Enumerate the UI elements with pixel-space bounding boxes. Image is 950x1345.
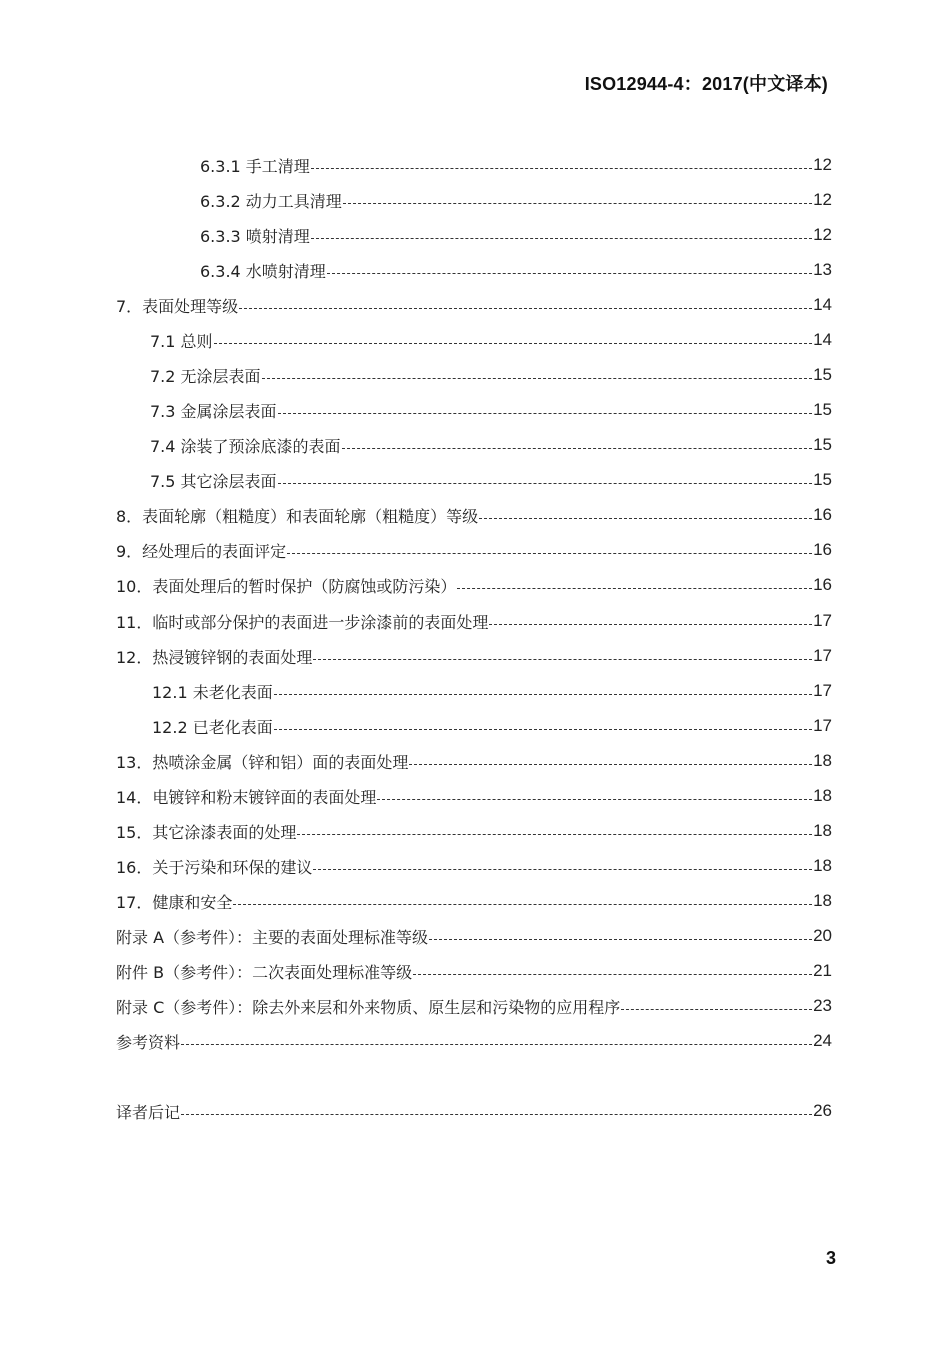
toc-entry-page: 12 (813, 190, 832, 209)
toc-entry-label: 7.3 金属涂层表面 (150, 401, 277, 421)
toc-leader-dots (457, 588, 812, 589)
toc-entry-label: 译者后记 (116, 1102, 181, 1122)
toc-entry-page: 12 (813, 155, 832, 174)
toc-entry-label: 6.3.1 手工清理 (200, 156, 310, 176)
toc-entry-label: 11．临时或部分保护的表面进一步涂漆前的表面处理 (116, 612, 489, 632)
toc-entry-label: 6.3.2 动力工具清理 (200, 191, 342, 211)
toc-entry-page: 17 (813, 646, 832, 665)
toc-leader-dots (287, 553, 812, 554)
toc-entry-translator-afterword[interactable] (116, 1096, 832, 1126)
toc-leader-dots (274, 694, 812, 695)
toc-entry-label: 12.1 未老化表面 (152, 682, 273, 702)
toc-entry-page: 17 (813, 611, 832, 630)
toc-entry-page: 23 (813, 996, 832, 1015)
toc-entry-label: 7.4 涂装了预涂底漆的表面 (150, 436, 341, 456)
toc-entry-page: 13 (813, 260, 832, 279)
toc-entry-8[interactable] (116, 500, 832, 530)
toc-entry-label: 13．热喷涂金属（锌和铝）面的表面处理 (116, 752, 409, 772)
toc-entry-7-1[interactable] (150, 325, 832, 355)
toc-leader-dots (313, 659, 812, 660)
toc-leader-dots (409, 764, 812, 765)
toc-entry-page: 18 (813, 856, 832, 875)
toc-entry-label: 8．表面轮廓（粗糙度）和表面轮廓（粗糙度）等级 (116, 506, 479, 526)
toc-entry-17[interactable] (116, 886, 832, 916)
toc-entry-page: 21 (813, 961, 832, 980)
toc-leader-dots (327, 273, 812, 274)
toc-entry-page: 24 (813, 1031, 832, 1050)
toc-entry-page: 15 (813, 400, 832, 419)
toc-leader-dots (311, 238, 812, 239)
toc-entry-label: 14．电镀锌和粉末镀锌面的表面处理 (116, 787, 377, 807)
toc-leader-dots (313, 869, 812, 870)
toc-entry-appendix-a[interactable] (116, 921, 832, 951)
toc-entry-6-3-4[interactable] (200, 255, 832, 285)
toc-entry-6-3-3[interactable] (200, 220, 832, 250)
toc-entry-7-3[interactable] (150, 395, 832, 425)
toc-entry-page: 20 (813, 926, 832, 945)
toc-entry-label: 16．关于污染和环保的建议 (116, 857, 313, 877)
toc-entry-page: 12 (813, 225, 832, 244)
toc-entry-page: 18 (813, 821, 832, 840)
toc-entry-12-2[interactable] (152, 711, 832, 741)
toc-entry-label: 7.2 无涂层表面 (150, 366, 261, 386)
toc-entry-10[interactable] (116, 570, 832, 600)
toc-entry-page: 15 (813, 435, 832, 454)
toc-leader-dots (311, 168, 812, 169)
toc-entry-label: 参考资料 (116, 1032, 181, 1052)
toc-leader-dots (377, 799, 812, 800)
toc-leader-dots (233, 904, 812, 905)
toc-entry-page: 15 (813, 365, 832, 384)
toc-entry-label: 6.3.3 喷射清理 (200, 226, 310, 246)
toc-leader-dots (297, 834, 812, 835)
toc-entry-label: 6.3.4 水喷射清理 (200, 261, 326, 281)
toc-entry-label: 12．热浸镀锌钢的表面处理 (116, 647, 313, 667)
toc-leader-dots (278, 413, 813, 414)
toc-entry-label: 10．表面处理后的暂时保护（防腐蚀或防污染） (116, 576, 457, 596)
toc-entry-page: 14 (813, 295, 832, 314)
toc-entry-label: 附录 A（参考件）：主要的表面处理标准等级 (116, 927, 429, 947)
toc-leader-dots (181, 1044, 812, 1045)
toc-entry-page: 16 (813, 505, 832, 524)
toc-entry-12-1[interactable] (152, 676, 832, 706)
toc-entry-page: 18 (813, 891, 832, 910)
toc-leader-dots (274, 729, 812, 730)
toc-entry-page: 16 (813, 575, 832, 594)
toc-leader-dots (429, 939, 812, 940)
toc-leader-dots (343, 203, 812, 204)
toc-leader-dots (489, 624, 812, 625)
toc-entry-label: 7.5 其它涂层表面 (150, 471, 277, 491)
toc-entry-page: 15 (813, 470, 832, 489)
toc-entry-page: 18 (813, 786, 832, 805)
toc-entry-label: 7.1 总则 (150, 331, 213, 351)
toc-entry-appendix-c[interactable] (116, 991, 832, 1021)
toc-entry-page: 26 (813, 1101, 832, 1120)
toc-entry-label: 附件 B（参考件）：二次表面处理标准等级 (116, 962, 413, 982)
toc-entry-label: 附录 C（参考件）：除去外来层和外来物质、原生层和污染物的应用程序 (116, 997, 621, 1017)
toc-entry-15[interactable] (116, 816, 832, 846)
toc-entry-page: 14 (813, 330, 832, 349)
toc-entry-references[interactable] (116, 1026, 832, 1056)
toc-leader-dots (342, 448, 813, 449)
toc-leader-dots (214, 343, 813, 344)
toc-leader-dots (181, 1114, 812, 1115)
toc-entry-16[interactable] (116, 851, 832, 881)
toc-entry-9[interactable] (116, 535, 832, 565)
toc-entry-7-2[interactable] (150, 360, 832, 390)
toc-entry-7-5[interactable] (150, 465, 832, 495)
toc-entry-7-4[interactable] (150, 430, 832, 460)
toc-leader-dots (278, 483, 813, 484)
toc-entry-6-3-1[interactable] (200, 150, 832, 180)
toc-entry-page: 17 (813, 716, 832, 735)
toc-entry-label: 9．经处理后的表面评定 (116, 541, 287, 561)
toc-entry-14[interactable] (116, 781, 832, 811)
toc-entry-page: 16 (813, 540, 832, 559)
toc-leader-dots (239, 308, 812, 309)
toc-entry-label: 7．表面处理等级 (116, 296, 239, 316)
toc-entry-7[interactable] (116, 290, 832, 320)
page-number: 3 (825, 1248, 836, 1268)
toc-leader-dots (621, 1009, 812, 1010)
toc-entry-13[interactable] (116, 746, 832, 776)
toc-entry-11[interactable] (116, 606, 832, 636)
toc-leader-dots (479, 518, 812, 519)
toc-entry-label: 12.2 已老化表面 (152, 717, 273, 737)
toc-entry-page: 17 (813, 681, 832, 700)
toc-entry-appendix-b[interactable] (116, 956, 832, 986)
document-header: ISO12944-4：2017(中文译本) (584, 74, 828, 94)
toc-leader-dots (262, 378, 813, 379)
toc-leader-dots (413, 974, 812, 975)
toc-entry-label: 15．其它涂漆表面的处理 (116, 822, 297, 842)
toc-entry-label: 17．健康和安全 (116, 892, 233, 912)
toc-entry-6-3-2[interactable] (200, 185, 832, 215)
toc-entry-page: 18 (813, 751, 832, 770)
toc-entry-12[interactable] (116, 641, 832, 671)
